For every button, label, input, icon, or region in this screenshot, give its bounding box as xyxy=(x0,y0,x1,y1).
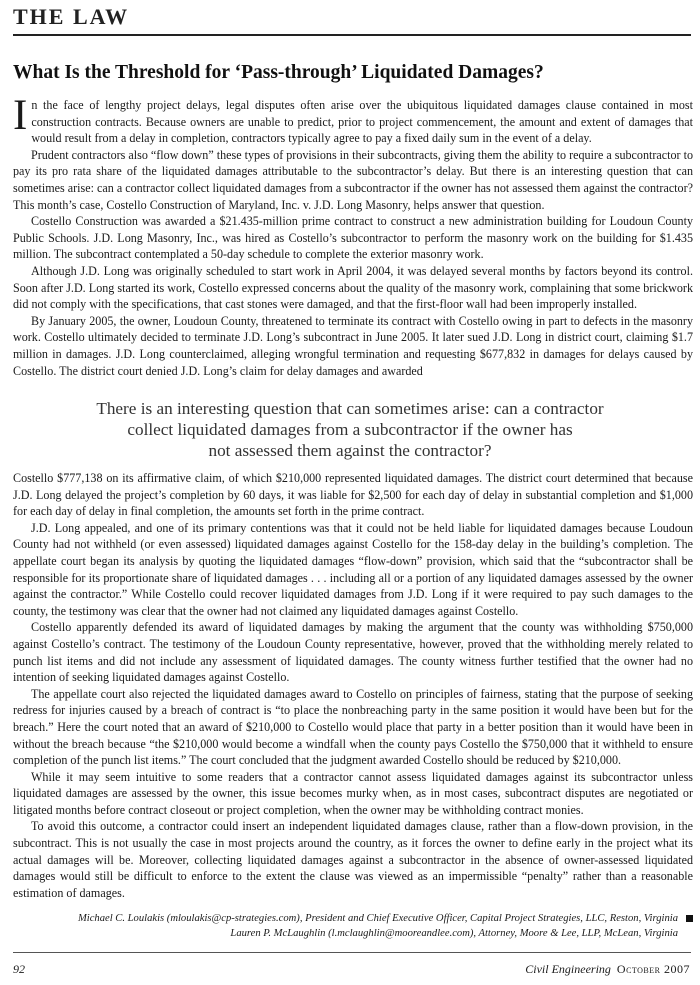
page-number: 92 xyxy=(13,962,25,976)
publication-info xyxy=(525,962,690,977)
paragraph: Prudent contractors also “flow down” these types of provisions in their subcontracts, giving them the ability to require a subcontractor to pay its pro rata share of the liquidated damages attributable to the subcontractor’s delay. But there is an interesting question that can sometimes arise: can a contractor collect liquidated damages from a subcontractor if the owner has not assessed them against the contractor? This month’s case, Costello Construction of Maryland, Inc. v. J.D. Long Masonry, helps answer that question. xyxy=(13,147,693,212)
paragraph: In the face of lengthy project delays, legal disputes often arise over the ubiquitous liquidated damages clause contained in most construction contracts. Because owners are unable to predict, prior to project commencement, the amount and extent of damages that would result from a delay in completion, contractors typically agree to pay a fixed daily sum in the event of a delay. xyxy=(13,92,693,146)
pull-quote xyxy=(60,398,640,461)
article-body-bottom xyxy=(13,470,693,901)
paragraph: The appellate court also rejected the liquidated damages award to Costello on principles of fairness, stating that the purpose of seeking redress for injuries caused by a breach of contract is “to place the nonbreaching party in the same position it would have been but for the breach.” Here the court noted that an award of $210,000 to Costello would place that party in a better position than it would have been in without the breach because “the $210,000 would become a windfall when the county pays Costello the $750,000 that it withheld to ensure completion of the punch list items.” The court concluded that the judgment awarded Costello should be reduced by $210,000. xyxy=(13,686,693,768)
author-credits xyxy=(13,911,693,941)
drop-cap: I xyxy=(13,92,28,139)
paragraph: Although J.D. Long was originally scheduled to start work in April 2004, it was delayed several months by factors beyond its control. Soon after J.D. Long started its work, Costello expressed concerns about the quality of the masonry work, complaining that some brickwork did not comply with the specifications, that cast stones were damaged, and that the first-floor wall had been improperly installed. xyxy=(13,263,693,312)
pull-quote-line: not assessed them against the contractor? xyxy=(208,441,492,460)
pull-quote-line: collect liquidated damages from a subcontractor if the owner has xyxy=(127,420,573,439)
issue-date: October 2007 xyxy=(616,962,690,976)
publication-name: Civil Engineering xyxy=(525,962,611,976)
author-credit: Michael C. Loulakis (mloulakis@cp-strategies.com), President and Chief Executive Officer, Capital Project Strategies, LLC, Reston, Virginia xyxy=(13,911,693,926)
author-credit: Lauren P. McLaughlin (l.mclaughlin@mooreandlee.com), Attorney, Moore & Lee, LLP, McLean, Virginia xyxy=(230,928,678,939)
pull-quote-line: There is an interesting question that can sometimes arise: can a contractor xyxy=(96,399,604,418)
paragraph: Costello apparently defended its award of liquidated damages by making the argument that the county was withholding $750,000 against Costello’s contract. The testimony of the Loudoun County representative, however, proved that the withholding merely related to punch list items and did not include any assessment of liquidated damages. The county witness further testified that the owner had no intention of seeking liquidated damages against Costello. xyxy=(13,620,693,685)
article-body-top xyxy=(13,92,693,379)
paragraph: By January 2005, the owner, Loudoun County, threatened to terminate its contract with Costello owing in part to defects in the masonry work. Costello ultimately decided to terminate J.D. Long’s subcontract in June 2005. It later sued J.D. Long in district court, claiming $1.7 million in damages. J.D. Long counterclaimed, alleging wrongful termination and requesting $677,832 in damages for delays caused by Costello. The district court denied J.D. Long’s claim for delay damages and awarded xyxy=(13,313,693,378)
article-title: What Is the Threshold for ‘Pass-through’ Liquidated Damages? xyxy=(13,62,544,83)
paragraph: While it may seem intuitive to some readers that a contractor cannot assess liquidated damages against its subcontractor unless liquidated damages are assessed by the owner, this issue becomes murky when, as in most cases, subcontract disputes are negotiated or litigated months before contract closeout or project completion, when the owner may be withholding contract monies. xyxy=(13,769,693,817)
end-mark-icon xyxy=(686,915,693,922)
header-rule xyxy=(13,34,691,36)
paragraph: To avoid this outcome, a contractor could insert an independent liquidated damages clause, rather than a flow-down provision, in the subcontract. This is not usually the case in most projects around the country, as it forces the owner to define early in the project what its actual damages will be. Moreover, collecting liquidated damages against a subcontractor in the absence of owner-assessed liquidated damages would still be difficult to enforce to the extent the clause was viewed as an impermissible “penalty” rather than a reasonable estimation of damages. xyxy=(13,819,693,900)
paragraph: Costello $777,138 on its affirmative claim, of which $210,000 represented liquidated damages. The district court determined that because J.D. Long delayed the project’s completion by 60 days, it was liable for $2,500 for each day of delay in substantial completion and $1,000 for each day of delay in final completion, the amounts set forth in the prime contract. xyxy=(13,471,693,519)
paragraph: J.D. Long appealed, and one of its primary contentions was that it could not be held liable for liquidated damages because Loudoun County had not withheld (or even assessed) liquidated damages against Costello for the 158-day delay in the building’s completion. The appellate court began its analysis by quoting the liquidated damages “flow-down” provision, which said that the “subcontractor shall be responsible for its proportionate share of liquidated damages . . . including all or a portion of any liquidated damages assessed by the owner against the contractor.” While Costello could recover liquidated damages from J.D. Long if it were required to pay such damages to the county, the testimony was clear that the owner had not claimed any liquidated damages against Costello. xyxy=(13,520,693,618)
section-label: THE LAW xyxy=(13,4,130,29)
paragraph: Costello Construction was awarded a $21.435-million prime contract to construct a new administration building for Loudoun County Public Schools. J.D. Long Masonry, Inc., was hired as Costello’s subcontractor to perform the masonry work on the building for $1.435 million. The subcontract contemplated a 50-day schedule to complete the exterior masonry work. xyxy=(13,214,693,262)
footer-rule xyxy=(13,952,691,953)
